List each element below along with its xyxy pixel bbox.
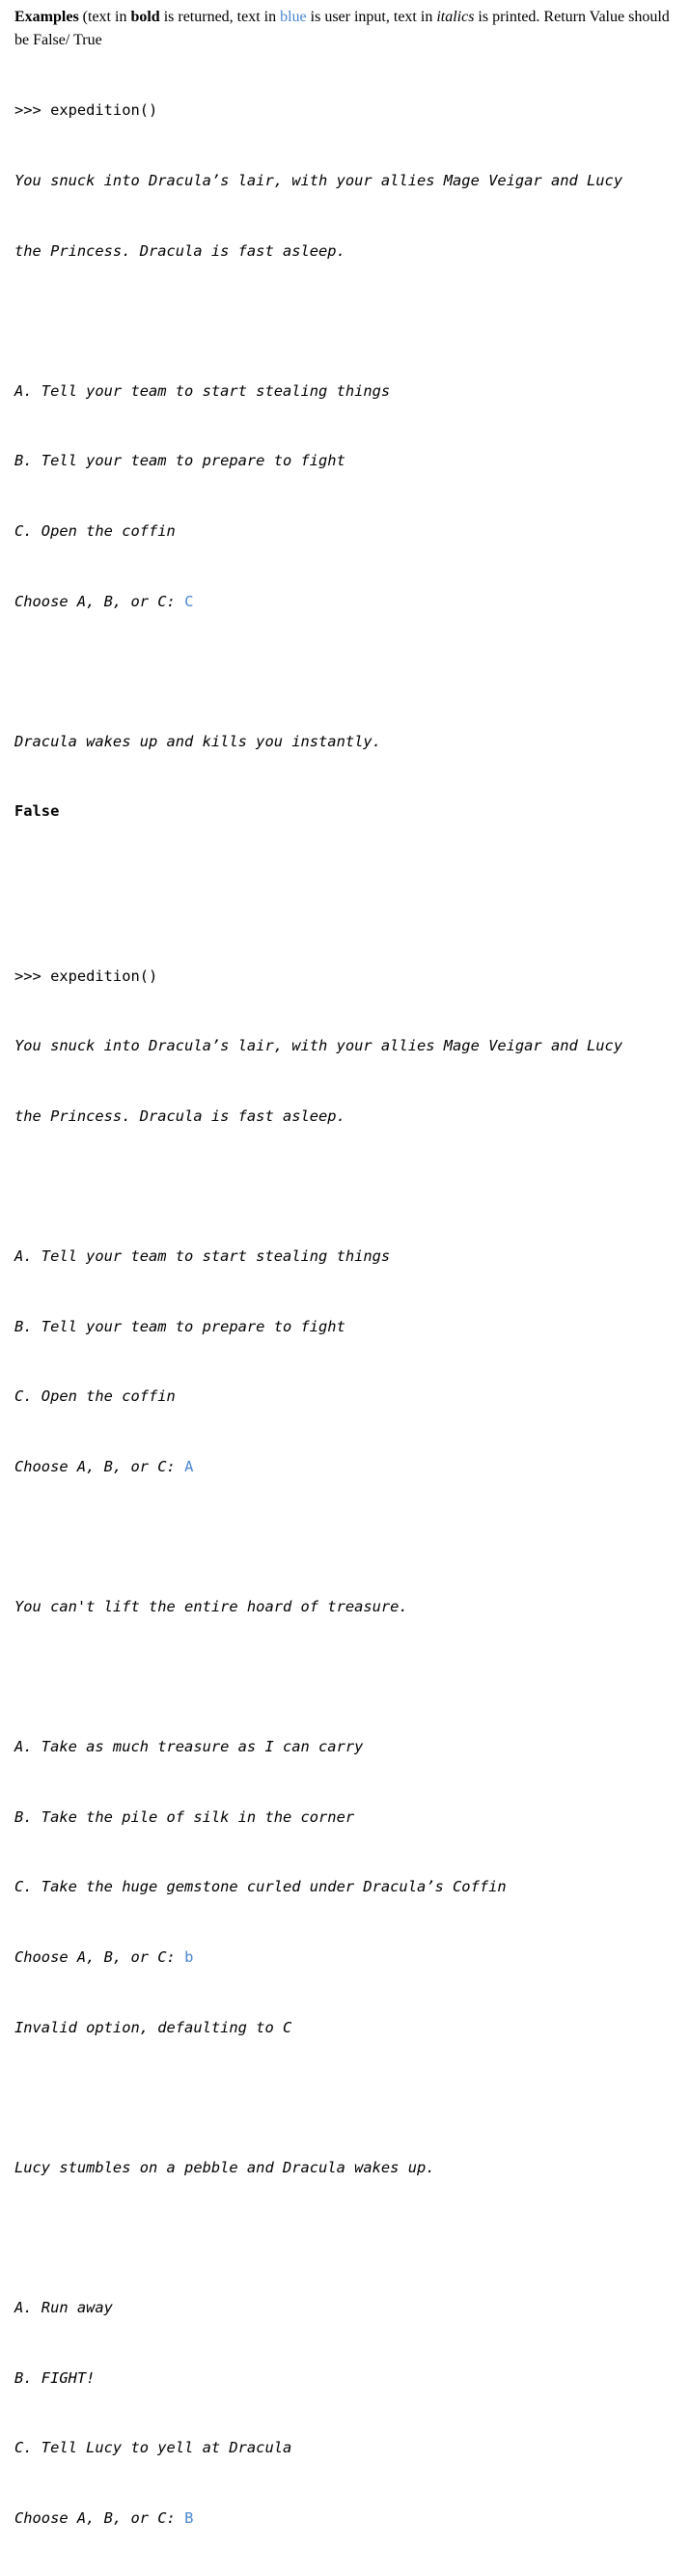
example-1-option-b: B. Tell your team to prepare to fight (14, 452, 345, 470)
document (14, 6, 680, 2576)
example-2-choose-prompt-2: Choose A, B, or C: (14, 1948, 185, 1967)
example-1-option-a: A. Tell your team to start stealing things (14, 381, 391, 400)
example-2-choose-line-1 (14, 1455, 680, 1478)
example-2-choose-prompt-1: Choose A, B, or C: (14, 1457, 185, 1475)
example-1-prompt: >>> expedition() (14, 101, 158, 120)
example-separator (14, 870, 680, 916)
example-2-user-input-1: A (184, 1457, 194, 1475)
example-2-message-1: You can't lift the entire hoard of treasure. (14, 1598, 408, 1616)
example-2-user-input-2: b (184, 1948, 194, 1967)
example-1-choose-prompt: Choose A, B, or C: (14, 592, 185, 610)
example-2-prompt: >>> expedition() (14, 966, 158, 985)
example-2-option-c: C. Open the coffin (14, 1387, 176, 1406)
spacer (14, 2226, 680, 2249)
example-1-option-c: C. Open the coffin (14, 521, 176, 540)
example-1 (14, 52, 680, 870)
example-2-option3-a: A. Run away (14, 2299, 113, 2317)
example-2-option3-b: B. FIGHT! (14, 2368, 96, 2387)
example-1-story-line-2: the Princess. Dracula is fast asleep. (14, 241, 345, 260)
example-2-choose-line-2 (14, 1946, 680, 1969)
italics-word: italics (436, 9, 475, 25)
blue-word: blue (280, 9, 307, 25)
spacer (14, 659, 680, 683)
intro-text-4: is printed. Return Value should be False/ True (14, 9, 670, 48)
example-2-message-2: Lucy stumbles on a pebble and Dracula wakes up. (14, 2158, 435, 2176)
spacer (14, 1525, 680, 1548)
example-2-invalid-message: Invalid option, defaulting to C (14, 2018, 292, 2036)
example-2-choose-line-3 (14, 2506, 680, 2530)
examples-heading: Examples (14, 9, 79, 25)
example-1-return-value: False (14, 802, 60, 821)
example-1-story-line-1: You snuck into Dracula’s lair, with your allies Mage Veigar and Lucy (14, 172, 623, 189)
spacer (14, 309, 680, 332)
spacer (14, 2086, 680, 2109)
example-2 (14, 917, 680, 2576)
example-2-option2-a: A. Take as much treasure as I can carry (14, 1738, 364, 1756)
example-1-choose-line (14, 590, 680, 613)
example-2-option2-c: C. Take the huge gemstone curled under Dracula’s Coffin (14, 1878, 507, 1896)
intro-paragraph (14, 6, 680, 52)
intro-text-2: is returned, text in (159, 9, 281, 25)
example-2-choose-prompt-3: Choose A, B, or C: (14, 2508, 185, 2527)
bold-word: bold (130, 9, 160, 25)
example-2-option3-c: C. Tell Lucy to yell at Dracula (14, 2439, 292, 2457)
example-2-user-input-3: B (184, 2508, 194, 2527)
example-1-result: Dracula wakes up and kills you instantly. (14, 732, 381, 750)
example-2-story-line-2: the Princess. Dracula is fast asleep. (14, 1106, 345, 1125)
example-2-option2-b: B. Take the pile of silk in the corner (14, 1807, 355, 1826)
spacer (14, 1175, 680, 1198)
intro-text-1: (text in (78, 9, 131, 25)
example-2-story-line-1: You snuck into Dracula’s lair, with your allies Mage Veigar and Lucy (14, 1037, 623, 1055)
intro-text-3: is user input, text in (306, 9, 437, 25)
example-2-option-b: B. Tell your team to prepare to fight (14, 1317, 345, 1335)
example-1-user-input: C (184, 592, 194, 610)
example-2-option-a: A. Tell your team to start stealing things (14, 1247, 391, 1266)
spacer (14, 1666, 680, 1689)
